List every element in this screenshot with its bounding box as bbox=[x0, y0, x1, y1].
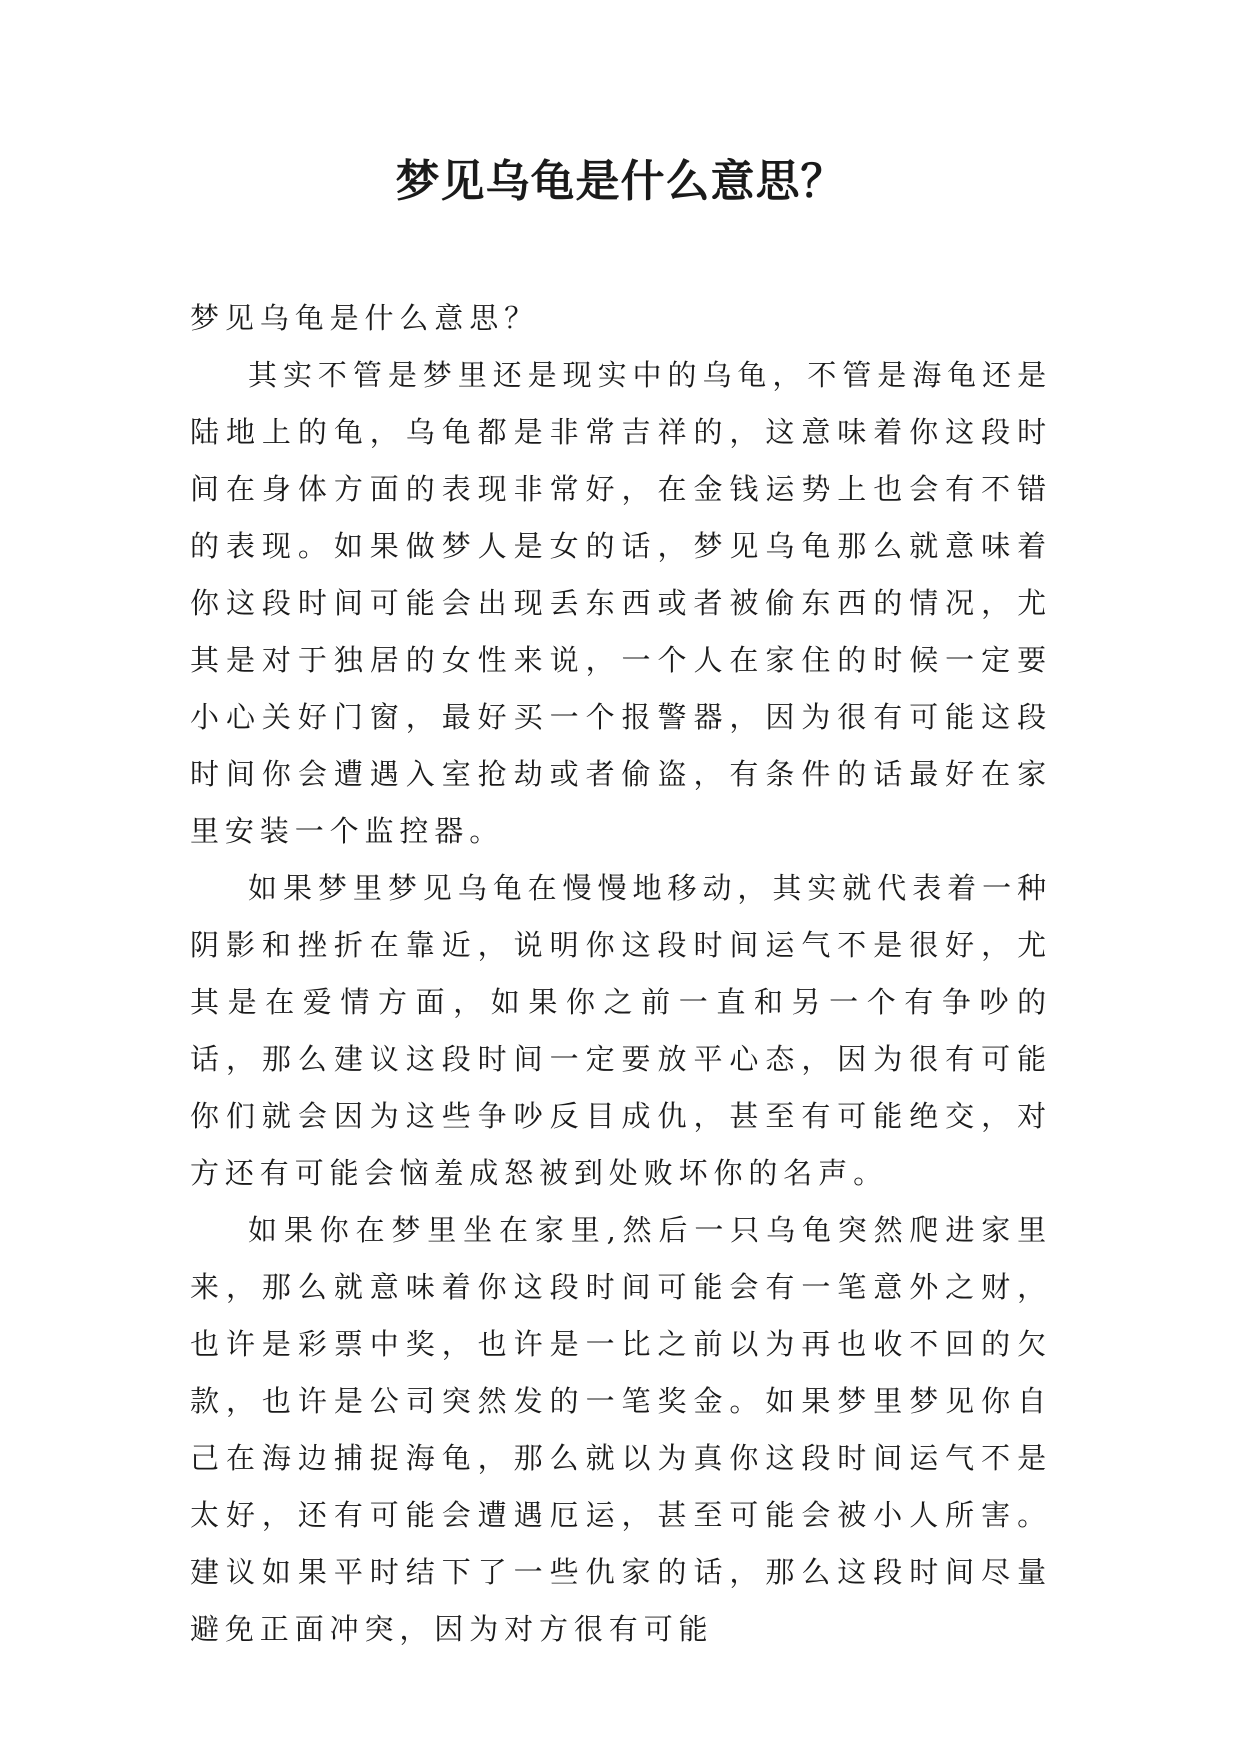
document-title: 梦见乌龟是什么意思？ bbox=[395, 156, 846, 207]
paragraph-2: 如果梦里梦见乌龟在慢慢地移动，其实就代表着一种阴影和挫折在靠近，说明你这段时间运气不是很好，尤其是在爱情方面，如果你之前一直和另一个有争吵的话，那么建议这段时间一定要放平心态，因为很有可能你们就会因为这些争吵反目成仇，甚至有可能绝交，对方还有可能会恼羞成怒被到处败坏你的名声。 bbox=[190, 871, 1052, 1190]
document-body bbox=[190, 290, 1052, 1658]
paragraph-1: 其实不管是梦里还是现实中的乌龟，不管是海龟还是陆地上的龟，乌龟都是非常吉祥的，这意味着你这段时间在身体方面的表现非常好，在金钱运势上也会有不错的表现。如果做梦人是女的话，梦见乌龟那么就意味着你这段时间可能会出现丢东西或者被偷东西的情况，尤其是对于独居的女性来说，一个人在家住的时候一定要小心关好门窗，最好买一个报警器，因为很有可能这段时间你会遭遇入室抢劫或者偷盗，有条件的话最好在家里安装一个监控器。 bbox=[190, 358, 1052, 848]
paragraph-3: 如果你在梦里坐在家里,然后一只乌龟突然爬进家里来，那么就意味着你这段时间可能会有一笔意外之财，也许是彩票中奖，也许是一比之前以为再也收不回的欠款，也许是公司突然发的一笔奖金。如果梦里梦见你自己在海边捕捉海龟，那么就以为真你这段时间运气不是太好，还有可能会遭遇厄运，甚至可能会被小人所害。建议如果平时结下了一些仇家的话，那么这段时间尽量避免正面冲突，因为对方很有可能 bbox=[190, 1213, 1052, 1646]
document-subtitle: 梦见乌龟是什么意思？ bbox=[190, 301, 540, 335]
